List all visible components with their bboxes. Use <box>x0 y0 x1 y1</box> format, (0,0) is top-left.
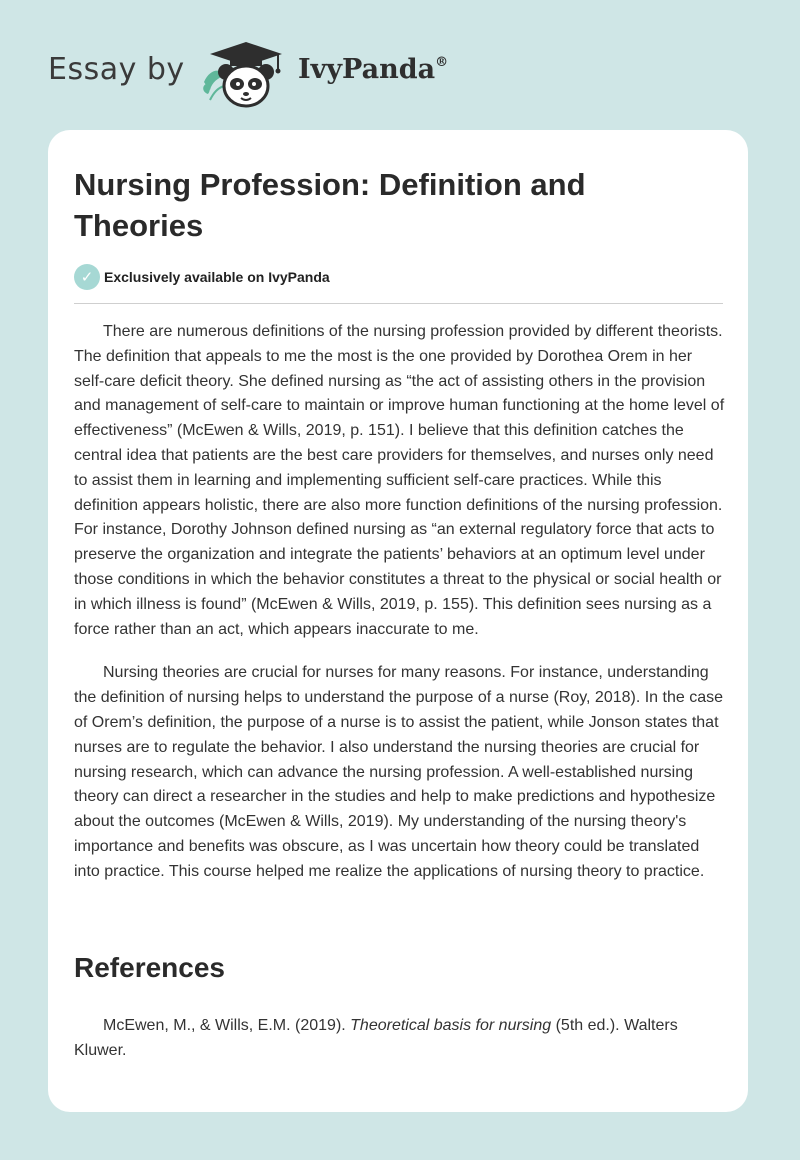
reference-book-title: Theoretical basis for nursing <box>350 1017 552 1034</box>
badge-text: Exclusively available on IvyPanda <box>104 269 330 285</box>
check-icon: ✓ <box>74 264 100 290</box>
article-title: Nursing Profession: Definition and Theories <box>74 167 586 243</box>
panda-graduate-icon <box>200 38 292 110</box>
divider <box>74 303 723 304</box>
article-body <box>74 320 725 904</box>
article-card <box>48 130 748 1112</box>
brand-name: IvyPanda® <box>298 54 449 85</box>
essay-by-label: Essay by <box>48 52 185 87</box>
references-heading: References <box>74 952 225 983</box>
registered-mark: ® <box>435 55 449 70</box>
reference-entry: McEwen, M., & Wills, E.M. (2019). Theoretical basis for nursing (5th ed.). Walters Kluwer. <box>74 1017 678 1059</box>
site-header <box>0 0 800 130</box>
exclusive-badge <box>74 264 330 290</box>
paragraph: Nursing theories are crucial for nurses for many reasons. For instance, understanding the definition of nursing helps to understand the purpose of a nurse (Roy, 2018). In the case of Orem’s definition, the purpose of a nurse is to assist the patient, while Jonson states that nurses are to regulate the behavior. I also understand the nursing theories are crucial for nursing research, which can advance the nursing profession. A well-established nursing theory can direct a researcher in the studies and help to make predictions and hypothesize about the outcomes (McEwen & Wills, 2019). My understanding of the nursing theory's importance and benefits was obscure, as I was uncertain how theory could be translated into practice. This course helped me realize the applications of nursing theory to practice. <box>74 664 724 880</box>
paragraph: There are numerous definitions of the nursing profession provided by different theorists. The definition that appeals to me the most is the one provided by Dorothea Orem in her self-care deficit theory. She defined nursing as “the act of assisting others in the provision and management of self-care to maintain or improve human functioning at the home level of effectiveness” (McEwen & Wills, 2019, p. 151). I believe that this definition catches the central idea that patients are the best care providers for themselves, and nurses only need to assist them in learning and implementing sufficient self-care practices. While this definition appears holistic, there are also more function definitions of the nursing profession. For instance, Dorothy Johnson defined nursing as “an external regulatory force that acts to preserve the organization and integrate the patients’ behaviors at an optimum level under those conditions in which the behavior constitutes a threat to the physical or social health or in which illness is found” (McEwen & Wills, 2019, p. 155). This definition sees nursing as a force rather than an act, which appears inaccurate to me. <box>74 323 725 638</box>
